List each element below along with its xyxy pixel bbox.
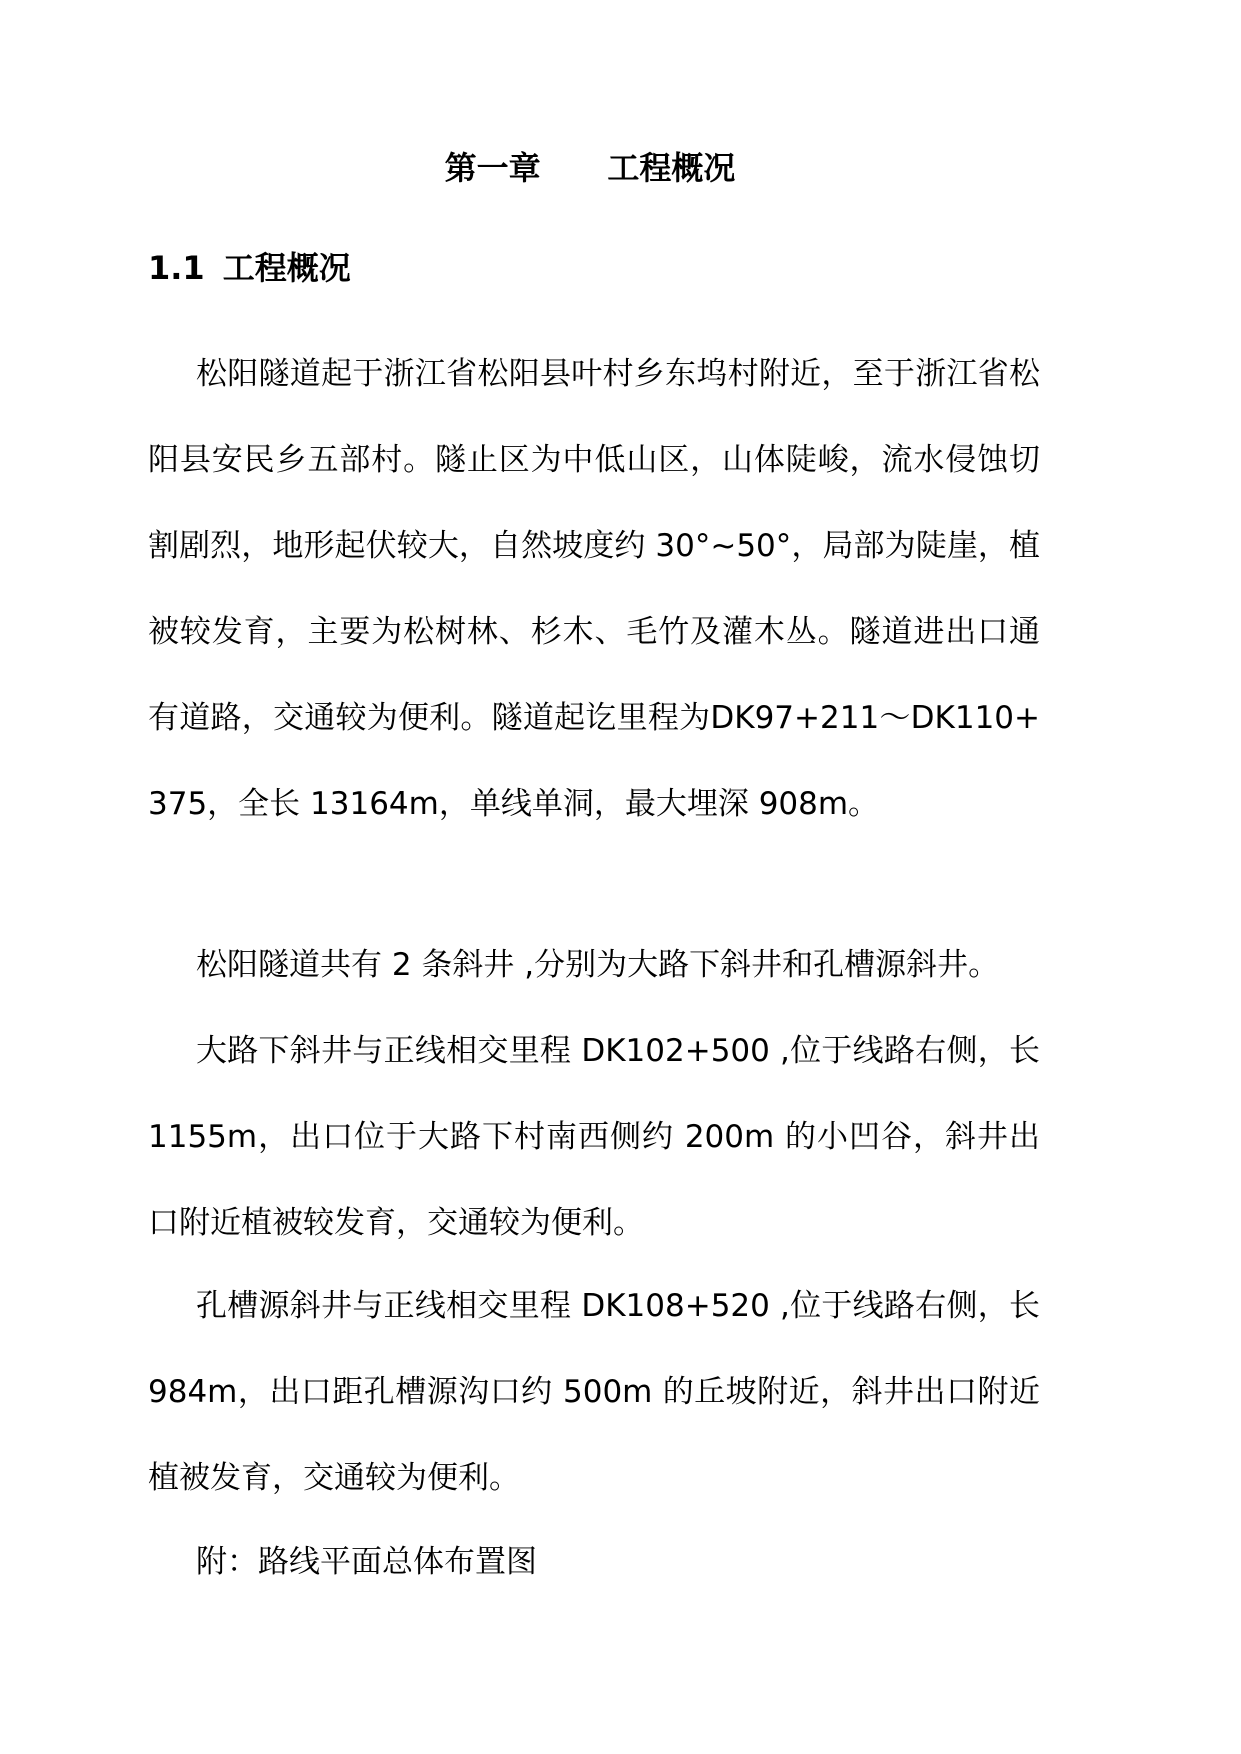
section-number: 1.1 xyxy=(148,249,205,287)
paragraph-appendix-note: 附：路线平面总体布置图 xyxy=(196,1544,537,1580)
paragraph-dalu-shaft: 大路下斜井与正线相交里程 DK102+500 ,位于线路右侧，长 1155m，出口位于大路下村南西侧约 200m 的小凹谷，斜井出口附近植被较发育，交通较为便利。 xyxy=(148,1033,1040,1241)
paragraph-overview: 松阳隧道起于浙江省松阳县叶村乡东坞村附近，至于浙江省松阳县安民乡五部村。隧止区为中低山区，山体陡峻，流水侵蚀切割剧烈，地形起伏较大，自然坡度约 30°~50°，局部为陡崖，植被较发育，主要为松树林、杉木、毛竹及灌木丛。隧道进出口通有道路，交通较为便利。隧道起讫里程为DK97+211～DK110+375，全长 13164m，单线单洞，最大埋深 908m。 xyxy=(148,356,1040,822)
paragraph-kongcao-shaft: 孔槽源斜井与正线相交里程 DK108+520 ,位于线路右侧，长 984m，出口距孔槽源沟口约 500m 的丘坡附近，斜井出口附近植被发育，交通较为便利。 xyxy=(148,1288,1040,1496)
chapter-title: 第一章 工程概况 xyxy=(444,149,736,187)
section-title: 工程概况 xyxy=(222,249,351,287)
section-heading xyxy=(148,246,351,290)
paragraph-inclined-shafts: 松阳隧道共有 2 条斜井 ,分别为大路下斜井和孔槽源斜井。 xyxy=(196,947,1000,983)
